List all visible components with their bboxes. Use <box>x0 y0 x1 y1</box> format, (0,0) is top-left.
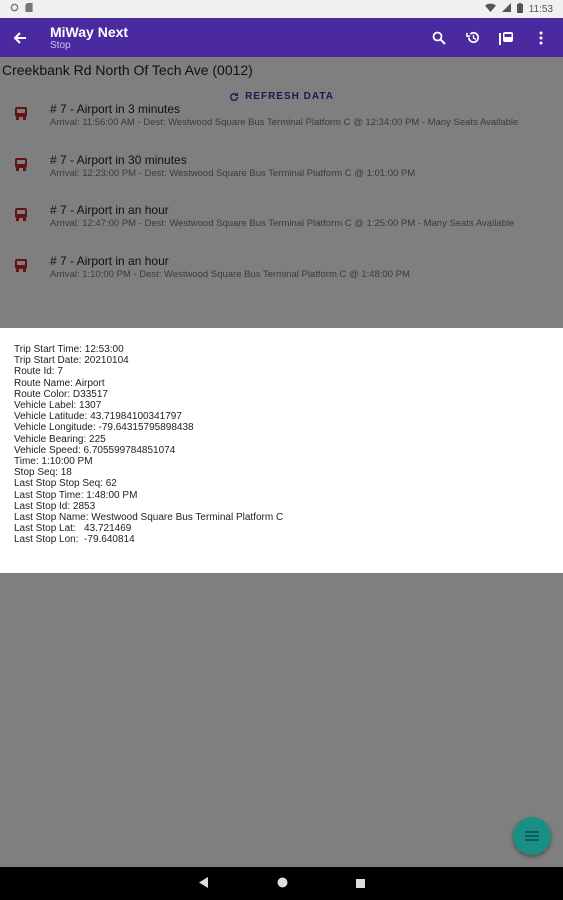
detail-line: Route Color: D33517 <box>14 388 108 400</box>
history-button[interactable] <box>463 28 483 48</box>
menu-fab[interactable] <box>513 817 551 855</box>
nav-home-button[interactable] <box>277 875 288 893</box>
detail-line: Vehicle Label: 1307 <box>14 400 102 412</box>
list-icon <box>525 830 539 842</box>
app-subtitle: Stop <box>50 39 71 51</box>
signal-icon <box>502 3 511 15</box>
nav-recents-icon <box>356 879 365 888</box>
detail-line: Vehicle Bearing: 225 <box>14 433 106 445</box>
settings-status-icon <box>10 3 19 15</box>
back-button[interactable] <box>0 31 40 45</box>
wifi-icon <box>485 3 496 15</box>
detail-line: Time: 1:10:00 PM <box>14 456 93 468</box>
nav-recents-button[interactable] <box>356 875 365 893</box>
detail-line: Stop Seq: 18 <box>14 467 72 479</box>
detail-line: Vehicle Speed: 6.705599784851074 <box>14 444 176 456</box>
detail-line: Last Stop Stop Seq: 62 <box>14 478 117 490</box>
detail-line: Trip Start Time: 12:53:00 <box>14 344 124 355</box>
system-nav-bar <box>0 867 563 900</box>
detail-line: Vehicle Longitude: -79.64315795898438 <box>14 422 194 434</box>
detail-line: Last Stop Name: Westwood Square Bus Terminal Platform C <box>14 512 284 524</box>
more-options-button[interactable] <box>531 28 551 48</box>
history-icon <box>466 30 481 45</box>
search-button[interactable] <box>429 28 449 48</box>
search-icon <box>432 31 446 45</box>
status-time: 11:53 <box>528 3 553 15</box>
detail-line: Last Stop Lat: 43.721469 <box>14 523 132 535</box>
more-vert-icon <box>539 31 543 45</box>
nav-home-icon <box>277 877 288 888</box>
app-bar <box>0 18 563 57</box>
nav-back-button[interactable] <box>199 875 209 893</box>
arrow-back-icon <box>13 31 27 45</box>
detail-line: Last Stop Time: 1:48:00 PM <box>14 489 138 501</box>
battery-icon <box>517 3 523 16</box>
app-title: MiWay Next <box>50 23 129 40</box>
status-bar <box>0 0 563 18</box>
sdcard-status-icon <box>25 3 33 15</box>
detail-line: Last Stop Lon: -79.640814 <box>14 534 135 546</box>
trip-detail-dialog <box>0 328 563 573</box>
detail-line: Route Name: Airport <box>14 377 105 389</box>
detail-line: Vehicle Latitude: 43.71984100341797 <box>14 411 182 423</box>
bus-stop-icon <box>499 31 515 45</box>
nav-back-icon <box>199 877 209 888</box>
nearby-buses-button[interactable] <box>497 28 517 48</box>
detail-line: Route Id: 7 <box>14 366 63 378</box>
detail-line: Trip Start Date: 20210104 <box>14 355 129 367</box>
detail-line: Last Stop Id: 2853 <box>14 500 96 512</box>
